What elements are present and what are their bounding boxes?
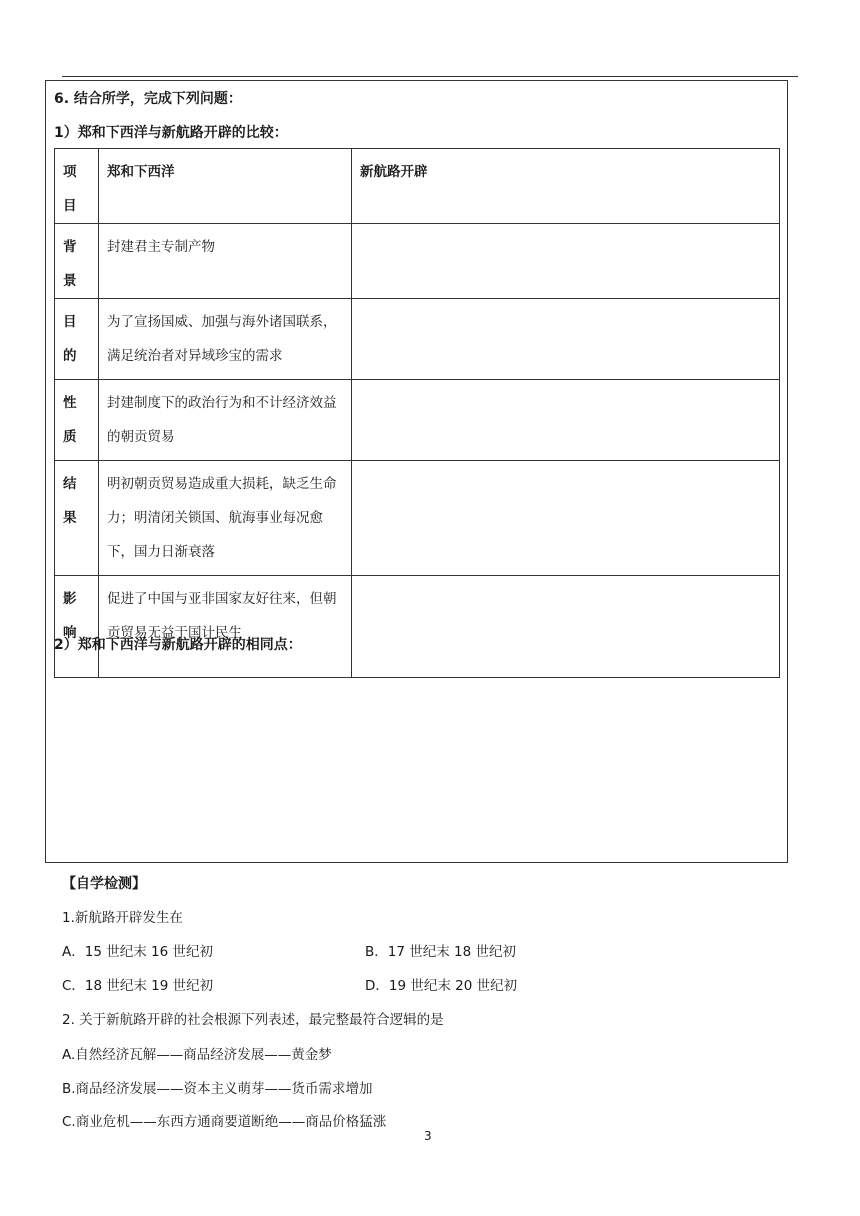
question-title: 6. 结合所学，完成下列问题： <box>54 91 242 107</box>
table-row <box>55 299 780 380</box>
q1-option-a: A．15 世纪末 16 世纪初 <box>62 944 213 960</box>
comparison-table <box>54 148 780 678</box>
table-row <box>55 224 780 299</box>
header-new-route: 新航路开辟 <box>352 149 780 224</box>
q2-option-b: B.商品经济发展——资本主义萌芽——货币需求增加 <box>62 1081 373 1097</box>
self-test-heading: 【自学检测】 <box>62 876 146 892</box>
cell-new-route[interactable] <box>352 576 780 678</box>
cell-new-route[interactable] <box>352 299 780 380</box>
q2-option-a: A.自然经济瓦解——商品经济发展——黄金梦 <box>62 1047 332 1063</box>
subquestion-1-title: 1）郑和下西洋与新航路开辟的比较： <box>54 125 288 141</box>
q1-option-b: B．17 世纪末 18 世纪初 <box>365 944 516 960</box>
q1-stem: 1.新航路开辟发生在 <box>62 910 183 926</box>
cell-new-route[interactable] <box>352 380 780 461</box>
table-row <box>55 380 780 461</box>
q2-option-c: C.商业危机——东西方通商要道断绝——商品价格猛涨 <box>62 1114 387 1130</box>
header-zhenghe: 郑和下西洋 <box>99 149 352 224</box>
cell-zhenghe: 促进了中国与亚非国家友好往来，但朝贡贸易无益于国计民生 <box>99 576 352 678</box>
cell-zhenghe: 明初朝贡贸易造成重大损耗，缺乏生命力；明清闭关锁国、航海事业每况愈下，国力日渐衰落 <box>99 461 352 576</box>
page-number: 3 <box>424 1129 432 1143</box>
table-header-row <box>55 149 780 224</box>
row-label: 结果 <box>55 461 99 576</box>
header-item: 项目 <box>55 149 99 224</box>
row-label: 目的 <box>55 299 99 380</box>
cell-new-route[interactable] <box>352 461 780 576</box>
table-row <box>55 576 780 678</box>
q2-stem: 2. 关于新航路开辟的社会根源下列表述，最完整最符合逻辑的是 <box>62 1012 444 1028</box>
cell-new-route[interactable] <box>352 224 780 299</box>
header-rule <box>62 76 798 77</box>
cell-zhenghe: 封建君主专制产物 <box>99 224 352 299</box>
row-label: 影响 <box>55 576 99 678</box>
table-row <box>55 461 780 576</box>
cell-zhenghe: 封建制度下的政治行为和不计经济效益的朝贡贸易 <box>99 380 352 461</box>
subquestion-2-title: 2）郑和下西洋与新航路开辟的相同点： <box>54 637 302 653</box>
cell-zhenghe: 为了宣扬国威、加强与海外诸国联系，满足统治者对异域珍宝的需求 <box>99 299 352 380</box>
q1-option-d: D．19 世纪末 20 世纪初 <box>365 978 518 994</box>
row-label: 背景 <box>55 224 99 299</box>
row-label: 性质 <box>55 380 99 461</box>
q1-option-c: C．18 世纪末 19 世纪初 <box>62 978 214 994</box>
